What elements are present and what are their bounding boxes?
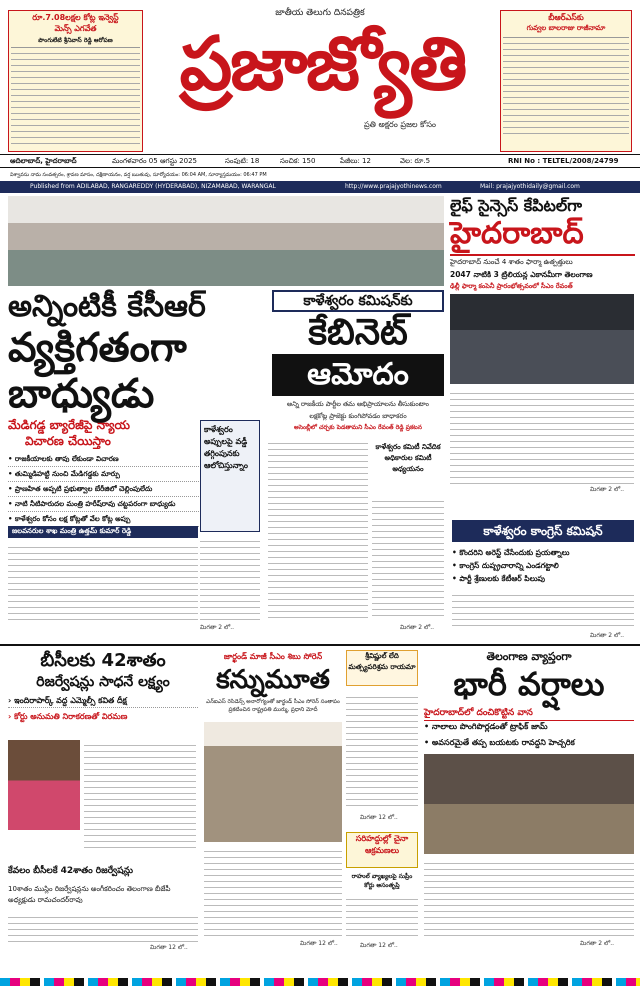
- cabinet-kicker-box: [272, 290, 444, 312]
- cabinet-headline-2-box: [272, 354, 444, 396]
- rain-kicker: తెలంగాణ వ్యాప్తంగా: [486, 650, 572, 663]
- religious-continued[interactable]: మిగతా 12 లో..: [360, 814, 398, 821]
- life-sciences-deck-2: 2047 నాటికి 3 ట్రిలియన్ల ఎకానమీగా తెలంగాణ: [450, 270, 593, 279]
- publisher-bar: [0, 181, 640, 193]
- lead-sidebar-box: [200, 420, 260, 532]
- bc-body-text: [84, 740, 196, 850]
- religious-headline: శ్రీవిష్ణుల్ లేది మత్స్యపరిశ్రమ రాయమా: [348, 652, 416, 671]
- life-sciences-continued[interactable]: మిగతా 2 లో..: [590, 486, 625, 493]
- left-ear-text: [11, 47, 140, 144]
- masthead-title: ప్రజాజ్యోతి: [179, 21, 466, 107]
- lead-bullet-text: ప్రాణహిత అప్పటి ప్రభుత్వాల బేరీజిలో చెల్లింపులేదు: [14, 485, 153, 493]
- rain-bullet-1-text: నాలాలు పొంగిపొర్లడంతో ట్రాఫిక్ జామ్: [431, 722, 548, 731]
- right-ear-box: [500, 10, 632, 152]
- lead-sidebar-body: [200, 536, 260, 620]
- religious-headline-box: [346, 650, 418, 686]
- lead-bullet-list: [8, 452, 203, 527]
- china-headline-box: [346, 832, 418, 868]
- flooded-street-photo: [424, 754, 634, 854]
- dateline-date: మంగళవారం 05 ఆగస్టు 2025: [112, 157, 197, 165]
- left-ear-byline: పొంగులేటి శ్రీనివాస్ రెడ్డి ఆరోపణ: [38, 37, 113, 44]
- bc-bullet-2-text: కోర్టు అనుమతి నిరాకరణతో విరమణ: [14, 712, 128, 721]
- lead-bullet: • నాటి నీటిపారుదల మంత్రి హరీష్‌రావు చట్టపరంగా బాధ్యుడు: [8, 497, 203, 512]
- dateline-pages: పేజీలు: 12: [340, 157, 371, 165]
- cabinet-red-deck: అసెంబ్లీలో చర్చకు పెడతామని సీఎం రేవంత్ రెడ్డి ప్రకటన: [294, 424, 422, 431]
- life-sciences-headline: హైదరాబాద్: [450, 214, 635, 256]
- life-sciences-text: [450, 388, 634, 486]
- bc-continued[interactable]: మిగతా 12 లో..: [150, 944, 188, 951]
- lead-quote-label: [8, 526, 198, 538]
- publisher-editions: Published from ADILABAD, RANGAREDDY (HYDERABAD), NIZAMABAD, WARANGAL: [30, 183, 276, 190]
- lead-headline-3: బాధ్యుడు: [8, 371, 155, 417]
- right-ear-headline: బీఆర్ఎస్‌కు: [548, 13, 584, 22]
- cabinet-side-box: [372, 440, 444, 492]
- lead-headline-1: అన్నింటికీ కేసీఆర్: [8, 289, 206, 324]
- dateline-place: ఆదిలాబాద్, హైదరాబాద్: [10, 157, 77, 165]
- lead-bullet: • కాళేశ్వరం కోసం లక్ష కోట్లతో వేల కోట్ల అప్పు: [8, 512, 203, 527]
- publisher-mail[interactable]: Mail: prajajyothidaily@gmail.com: [480, 183, 580, 190]
- rain-headline: భారీ వర్షాలు: [453, 665, 605, 703]
- kavitha-photo: [8, 740, 80, 830]
- lead-quote-text: జలవనరుల శాఖ మంత్రి ఉత్తమ్ కుమార్ రెడ్డి: [12, 527, 132, 535]
- bc-headline-2: రిజర్వేషన్లు సాధనే లక్ష్యం: [36, 674, 170, 690]
- almanac-line: విశ్వావసు నామ సంవత్సరం, శ్రావణ మాసం, దక్షిణాయనం, వర్ష ఋతువు, సూర్యోదయం: 06:04 AM, సూర్యాస్తమయం: 06:47 PM: [10, 172, 267, 178]
- cabinet-kicker: కాళేశ్వరం కమిషన్‌కు: [303, 293, 413, 309]
- obituary-kicker: జార్ఖండ్ మాజీ సీఎం శిబు సోరెన్: [223, 652, 323, 661]
- dateline-bar: [0, 154, 640, 168]
- life-sciences-deck-1: హైదరాబాద్ నుంచే 4 శాతం ఫార్మా ఉత్పత్తులు: [450, 258, 573, 266]
- congress-body-text: [452, 590, 634, 630]
- rain-red-deck: హైదరాబాద్‌లో దంచికొట్టిన వాన: [424, 708, 634, 721]
- lead-bullet-text: కాళేశ్వరం కోసం లక్ష కోట్లతో వేల కోట్ల అప్పు: [14, 515, 131, 523]
- cabinet-continued[interactable]: మిగతా 2 లో..: [400, 624, 435, 631]
- rain-body-text: [424, 858, 634, 936]
- congress-bullet-text: కాంగ్రెస్ దుష్ప్రచారాన్ని ఎండగట్టాలి: [459, 561, 559, 570]
- life-sciences-deck-red: ఢిల్లీ ఫార్మా కంపెనీ ప్రారంభోత్సవంలో సీఎం రేవంత్: [450, 282, 573, 290]
- congress-commission-headline: కాళేశ్వరం కాంగ్రెస్ కమిషన్: [452, 520, 634, 542]
- lead-body-text: [8, 542, 198, 620]
- china-headline: సరిహద్దుల్లో చైనా ఆక్రమణలు: [355, 834, 409, 855]
- religious-body-text: [346, 692, 418, 810]
- cabinet-side-body: [372, 496, 444, 618]
- lead-red-sub-2: విచారణ చేయిస్తాం: [25, 434, 111, 448]
- bc-headline-1: బీసీలకు 42శాతం: [40, 650, 166, 671]
- life-sciences-kicker: లైఫ్ సైన్సెస్ కేపిటల్‌గా: [450, 196, 582, 215]
- lead-bullet-text: రాజకీయాలకు తావు లేకుండా విచారణ: [14, 455, 119, 463]
- congress-bullet: • కాంగ్రెస్ దుష్ప్రచారాన్ని ఎండగట్టాలి: [452, 561, 559, 570]
- china-deck: రాహుల్ వ్యాఖ్యలపై సుప్రీం కోర్టు అసంతృప్తి: [351, 873, 413, 889]
- section-divider: [0, 644, 640, 646]
- dateline-volume: సంపుటి: 18: [225, 157, 260, 165]
- bc-bullet-1-text: ఇందిరాపార్క్ వద్ద ఎమ్మెల్సీ కవిత దీక్ష: [14, 696, 127, 705]
- right-ear-text: [503, 37, 629, 138]
- bc-bottom-text: [8, 912, 198, 942]
- right-ear-sub: గువ్వల బాలరాజు రాజీనామా: [526, 24, 606, 32]
- rain-bullet-2: • అవసరమైతే తప్ప బయటకు రావద్దని హెచ్చరిక: [424, 738, 575, 747]
- lead-bullet: • ప్రాణహిత అప్పటి ప్రభుత్వాల బేరీజిలో చెల్లింపులేదు: [8, 482, 203, 497]
- rain-bullet-1: • నాలాలు పొంగిపొర్లడంతో ట్రాఫిక్ జామ్: [424, 722, 548, 731]
- lead-bullet-text: నాటి నీటిపారుదల మంత్రి హరీష్‌రావు చట్టపరంగా బాధ్యుడు: [14, 500, 176, 508]
- left-ear-sub: మెన్స్ ఎగవేత: [54, 24, 97, 33]
- cabinet-headline-1: కేబినెట్: [308, 312, 408, 353]
- bc-bottom-deck: 10శాతం ముస్లిం రిజర్వేషన్లను అంగీకరించం తెలంగాణ బీజేపీ అధ్యక్షుడు రామచందర్‌రావు: [8, 885, 171, 904]
- cabinet-body-text: [268, 438, 368, 618]
- lead-bullet-text: తుమ్మిడిహట్టి నుంచి మేడిగడ్డకు మార్పు: [14, 470, 120, 478]
- congress-bullet: • పార్టీ శ్రేణులకు కేటీఆర్ పిలుపు: [452, 574, 546, 583]
- obituary-deck: ఎన్ఐఎస్ రెసిడెన్స్ అనారోగ్యంతో జార్ఖండ్ సీఎం సోరెన్ సంతాపం ప్రకటించిన రాష్ట్రపతి ముర్ము, ప్రధాని మోదీ: [206, 699, 340, 713]
- congress-bullet-text: కొందరిని అరెస్ట్ చేసేందుకు ప్రయత్నాలు: [459, 548, 570, 557]
- cabinet-side-box-text: కాళేశ్వరం కమిటీ నివేదిక అధికారుల కమిటీ అధ్యయనం: [375, 443, 441, 473]
- congress-bullet-text: పార్టీ శ్రేణులకు కేటీఆర్ పిలుపు: [459, 574, 546, 583]
- cabinet-deck-1: అన్ని రాజకీయ పార్టీల తమ అభిప్రాయాలను తీసుకుంటాం: [287, 400, 429, 408]
- congress-commission-bullets: [452, 546, 634, 585]
- lead-continued[interactable]: మిగతా 2 లో..: [200, 624, 235, 631]
- bc-bottom-headline: కేవలం బీసీలకే 42శాతం రిజర్వేషన్లు: [8, 866, 134, 876]
- lead-headline-2: వ్యక్తిగతంగా: [8, 325, 187, 371]
- congress-bullet: • కొందరిని అరెస్ట్ చేసేందుకు ప్రయత్నాలు: [452, 548, 570, 557]
- publisher-website[interactable]: http://www.prajajyothinews.com: [345, 183, 442, 190]
- obituary-headline: కన్నుమూత: [216, 665, 330, 695]
- china-body-text: [346, 894, 418, 938]
- dateline-price: వెల: రూ.5: [400, 157, 431, 165]
- masthead-tagline: జాతీయ తెలుగు దినపత్రిక: [275, 8, 365, 18]
- rain-continued[interactable]: మిగతా 2 లో..: [580, 940, 615, 947]
- congress-continued[interactable]: మిగతా 2 లో..: [590, 632, 625, 639]
- dateline-rni: RNI No : TELTEL/2008/24799: [508, 157, 619, 165]
- left-ear-box: [8, 10, 143, 152]
- lead-sidebar-text: కాళేశ్వరం అప్పులపై వడ్డీ తగ్గింపునకు ఆలోచిస్తున్నాం: [204, 425, 248, 470]
- left-ear-headline: రూ.7.08లక్షల కోట్ల ఇన్వెస్ట్: [32, 13, 119, 22]
- obituary-body-text: [204, 846, 342, 936]
- china-continued[interactable]: మిగతా 12 లో..: [360, 942, 398, 949]
- cabinet-headline-2: ఆమోదం: [307, 357, 409, 392]
- meeting-photo: [8, 196, 444, 286]
- bc-bullet-1: › ఇందిరాపార్క్ వద్ద ఎమ్మెల్సీ కవిత దీక్ష: [8, 696, 198, 708]
- lead-red-sub-1: మేడిగడ్డ బ్యారేజీపై న్యాయ: [8, 418, 130, 432]
- dateline-issue: సంచిక: 150: [280, 157, 316, 165]
- masthead-motto: ప్రతి అక్షరం ప్రజల కోసం: [363, 120, 436, 129]
- shibu-soren-photo: [204, 722, 342, 842]
- bc-bullet-2: › కోర్టు అనుమతి నిరాకరణతో విరమణ: [8, 712, 128, 721]
- rain-bullet-2-text: అవసరమైతే తప్ప బయటకు రావద్దని హెచ్చరిక: [431, 738, 575, 747]
- registration-stripe: [0, 978, 640, 986]
- lead-bullet: • రాజకీయాలకు తావు లేకుండా విచారణ: [8, 452, 203, 467]
- pharma-event-photo: [450, 294, 634, 384]
- obituary-continued[interactable]: మిగతా 12 లో..: [300, 940, 338, 947]
- cabinet-deck-2: లక్షకోట్ల ప్రాజెక్టు కుంగిపోవడం బాధాకరం: [309, 412, 407, 420]
- lead-bullet: • తుమ్మిడిహట్టి నుంచి మేడిగడ్డకు మార్పు: [8, 467, 203, 482]
